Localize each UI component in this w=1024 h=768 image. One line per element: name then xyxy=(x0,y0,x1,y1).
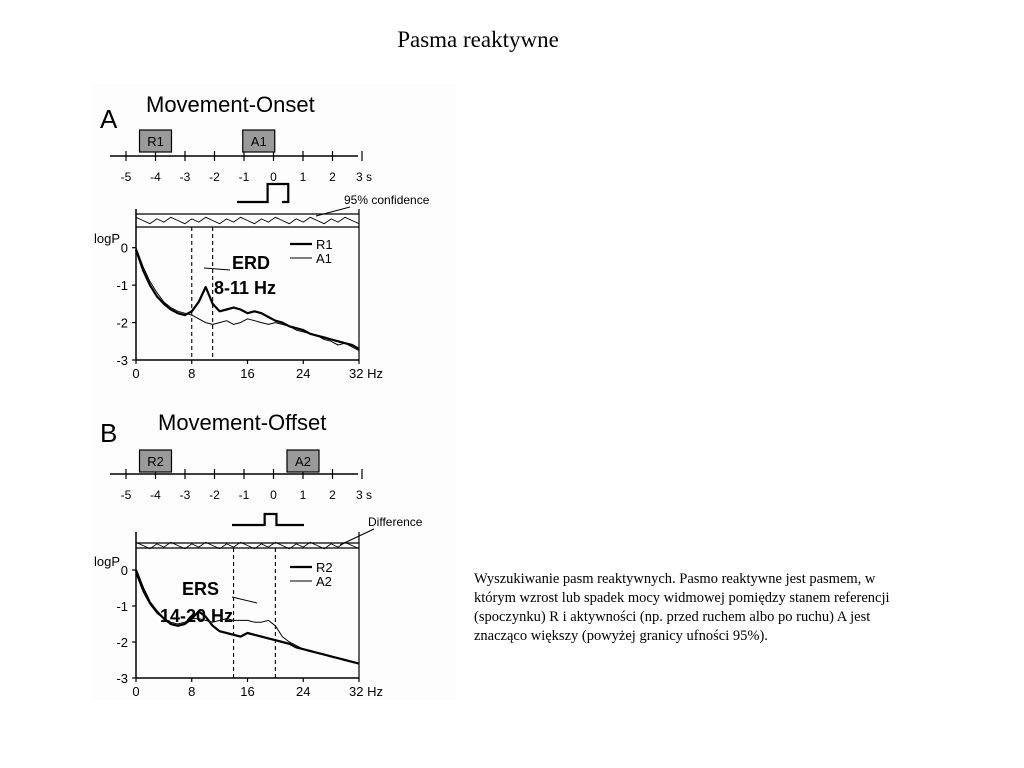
panel-a-timeline-tick-label: 3 s xyxy=(356,170,373,184)
panel-b-x-tick-label: 24 xyxy=(296,684,311,699)
panel-b-band-range: 14-20 Hz xyxy=(160,606,234,626)
panel-a-x-tick-label: 16 xyxy=(240,366,255,381)
panel-b-letter: B xyxy=(100,418,118,448)
panel-b-y-label: logP xyxy=(94,554,121,569)
panel-b-x-tick-label: 0 xyxy=(132,684,140,699)
panel-b-x-tick-label: 8 xyxy=(188,684,196,699)
panel-a-window-label: R1 xyxy=(147,134,164,149)
panel-b-timeline-tick-label: -4 xyxy=(150,488,161,502)
panel-a-timeline-tick-label: -5 xyxy=(120,170,132,184)
panel-a-confidence-pointer xyxy=(316,207,350,216)
panel-a-band-label: ERD xyxy=(232,253,271,273)
panel-b-legend-label: R2 xyxy=(316,560,333,575)
panel-a-legend-label: A1 xyxy=(316,251,332,266)
panel-a-x-tick-label: 24 xyxy=(296,366,311,381)
panel-a-timeline-tick-label: 2 xyxy=(329,170,336,184)
panel-a-band-range: 8-11 Hz xyxy=(214,278,277,298)
panel-a-x-tick-label: 0 xyxy=(132,366,140,381)
panel-b-timeline-tick-label: -3 xyxy=(179,488,191,502)
panel-a-difference-trace xyxy=(136,217,359,223)
panel-b-timeline-tick-label: 0 xyxy=(270,488,277,502)
panel-a-window-label: A1 xyxy=(250,134,267,149)
panel-b-timeline-tick-label: 2 xyxy=(329,488,336,502)
chart-figure xyxy=(92,84,456,700)
panel-b-band-pointer xyxy=(232,597,257,603)
panel-a-movement-pulse xyxy=(237,184,288,202)
panel-a-timeline-tick-label: -3 xyxy=(179,170,191,184)
panel-a-timeline-tick-label: 1 xyxy=(299,170,307,184)
panel-a-y-label: logP xyxy=(94,231,121,246)
panel-a-letter: A xyxy=(100,104,118,134)
panel-b-timeline-tick-label: -1 xyxy=(238,488,250,502)
panel-a-legend-label: R1 xyxy=(316,237,333,252)
panel-b-y-tick-label: -3 xyxy=(116,671,128,686)
panel-a-y-tick-label: 0 xyxy=(120,240,128,256)
panel-b-window-label: A2 xyxy=(295,454,311,469)
slide-title: Pasma reaktywne xyxy=(397,27,559,52)
panel-a-y-tick-label: -1 xyxy=(116,278,128,294)
panel-b-timeline-tick-label: 1 xyxy=(299,488,307,502)
panel-b-x-tick-label: 16 xyxy=(240,684,255,699)
panel-a-y-tick-label: -2 xyxy=(116,315,128,331)
panel-b-movement-pulse xyxy=(232,514,304,525)
panel-b-timeline-tick-label: 3 s xyxy=(356,488,373,502)
panel-b-confidence-label: Difference xyxy=(368,515,423,529)
panel-a-timeline-tick-label: -2 xyxy=(209,170,220,184)
panel-a-x-tick-label: 8 xyxy=(188,366,196,381)
figure xyxy=(92,84,456,700)
slide-description: Wyszukiwanie pasm reaktywnych. Pasmo reaktywne jest pasmem, w którym wzrost lub spadek mocy widmowej pomiędzy stanem referencji (spoczynku) R i aktywności (np. przed ruchem albo po ruchu) A jest znacząco większy (powyżej granicy ufności 95%). xyxy=(474,571,890,644)
panel-a-timeline-tick-label: -4 xyxy=(150,170,161,184)
panel-b-legend-label: A2 xyxy=(316,574,332,589)
panel-a-y-tick-label: -3 xyxy=(116,353,128,368)
panel-a-timeline-tick-label: 0 xyxy=(270,170,277,184)
panel-b-timeline-tick-label: -2 xyxy=(209,488,220,502)
panel-a-title: Movement-Onset xyxy=(146,92,315,117)
panel-a-timeline-tick-label: -1 xyxy=(238,170,250,184)
panel-b-y-tick-label: 0 xyxy=(120,563,128,578)
panel-a-confidence-label: 95% confidence xyxy=(344,193,430,207)
panel-b-timeline-tick-label: -5 xyxy=(120,488,132,502)
panel-b-band-label: ERS xyxy=(182,579,220,599)
panel-a-band-pointer xyxy=(204,268,230,270)
panel-b-x-tick-label: 32 Hz xyxy=(349,684,383,699)
panel-a-x-tick-label: 32 Hz xyxy=(349,366,383,381)
panel-b-y-tick-label: -2 xyxy=(116,635,128,650)
panel-b-title: Movement-Offset xyxy=(158,410,327,435)
panel-b-window-label: R2 xyxy=(147,454,164,469)
panel-b-y-tick-label: -1 xyxy=(116,599,128,614)
